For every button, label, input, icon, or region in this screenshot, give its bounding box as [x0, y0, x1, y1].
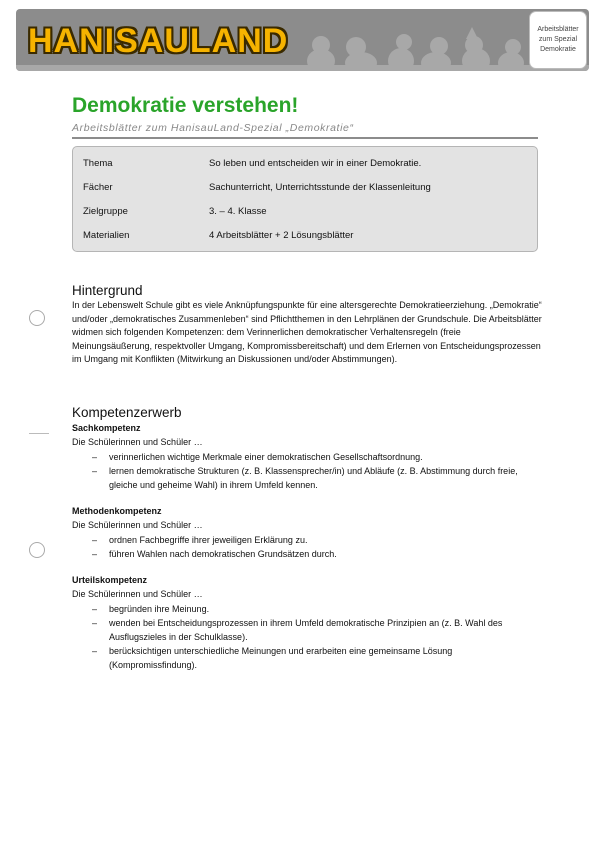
- dash-bullet: –: [92, 452, 98, 462]
- info-box: [72, 146, 538, 252]
- dash-bullet: –: [92, 549, 98, 559]
- subheading-sachkompetenz: Sachkompetenz: [72, 423, 141, 433]
- badge-line: zum Spezial: [538, 36, 578, 43]
- header-banner: [16, 9, 589, 71]
- list-item: [92, 617, 532, 644]
- list-item: [92, 645, 532, 672]
- subheading-urteilskompetenz: Urteilskompetenz: [72, 575, 148, 585]
- info-value-thema: So leben und entscheiden wir in einer Demokratie.: [209, 158, 422, 169]
- list-item: [92, 465, 532, 492]
- dash-bullet: –: [92, 618, 98, 628]
- info-label-materialien: Materialien: [83, 230, 130, 241]
- list-item-text: führen Wahlen nach demokratischen Grundsätzen durch.: [109, 549, 337, 559]
- section-heading-hintergrund: Hintergrund: [72, 283, 143, 298]
- worksheet-badge: [529, 11, 587, 69]
- info-label-faecher: Fächer: [83, 182, 113, 193]
- info-value-faecher: Sachunterricht, Unterrichtsstunde der Klassenleitung: [209, 182, 431, 193]
- list-item-text: begründen ihre Meinung.: [109, 604, 210, 614]
- list-item: [92, 548, 532, 562]
- list-item: [92, 534, 532, 548]
- intro-text: Die Schülerinnen und Schüler …: [72, 437, 203, 447]
- dash-bullet: –: [92, 604, 98, 614]
- title-divider: [72, 137, 538, 139]
- info-value-zielgruppe: 3. – 4. Klasse: [209, 206, 267, 217]
- fold-mark: [29, 433, 49, 434]
- badge-line: Arbeitsblätter: [537, 26, 579, 33]
- list-item-text: lernen demokratische Strukturen (z. B. Klassensprecher/in) und Abläufe (z. B. Abstimmung durch freie, gleiche und geheime Wahl) in ihrem Umfeld kennen.: [109, 466, 518, 490]
- list-item-text: ordnen Fachbegriffe ihrer jeweiligen Erklärung zu.: [109, 535, 308, 545]
- info-label-thema: Thema: [83, 158, 113, 169]
- dash-bullet: –: [92, 466, 98, 476]
- list-item: [92, 603, 532, 617]
- punch-hole-mark: [29, 542, 45, 558]
- page-title: Demokratie verstehen!: [72, 94, 299, 117]
- info-value-materialien: 4 Arbeitsblätter + 2 Lösungsblätter: [209, 230, 354, 241]
- intro-text: Die Schülerinnen und Schüler …: [72, 589, 203, 599]
- dash-bullet: –: [92, 646, 98, 656]
- dash-bullet: –: [92, 535, 98, 545]
- hanisauland-logo: HANISAULAND: [28, 22, 289, 60]
- hintergrund-text: In der Lebenswelt Schule gibt es viele Anknüpfungspunkte für eine altersgerechte Demokratieerziehung. „Demokratie“ und/oder „demokratisches Zusammenleben“ sind Pflichtthemen in den Lehrplänen der Grundschule. Die Arbeitsblätter widmen sich folgenden Kompetenzen: dem Verinnerlichen demokratischer Verhaltensregeln (freie Meinungsäußerung, respektvoller Umgang, Kompromissbereitschaft) und dem Erlernen von Entscheidungsprozessen im Umgang mit Konflikten (Mitwirkung an Diskussionen und/oder Abstimmungen).: [72, 300, 542, 365]
- info-label-zielgruppe: Zielgruppe: [83, 206, 128, 217]
- list-item-text: verinnerlichen wichtige Merkmale einer demokratischen Gesellschaftsordnung.: [109, 452, 423, 462]
- badge-line: Demokratie: [540, 46, 576, 53]
- list-item-text: wenden bei Entscheidungsprozessen in ihrem Umfeld demokratische Prinzipien an (z. B. Wahl des Ausflugszieles in der Schulklasse).: [109, 618, 503, 642]
- list-item: [92, 451, 532, 465]
- subheading-methodenkompetenz: Methodenkompetenz: [72, 506, 162, 516]
- punch-hole-mark: [29, 310, 45, 326]
- list-item-text: berücksichtigen unterschiedliche Meinungen und erarbeiten eine gemeinsame Lösung (Kompromissfindung).: [109, 646, 453, 670]
- page-subtitle: Arbeitsblätter zum HanisauLand-Spezial „Demokratie“: [72, 122, 354, 134]
- intro-text: Die Schülerinnen und Schüler …: [72, 520, 203, 530]
- section-heading-kompetenzerwerb: Kompetenzerwerb: [72, 405, 182, 420]
